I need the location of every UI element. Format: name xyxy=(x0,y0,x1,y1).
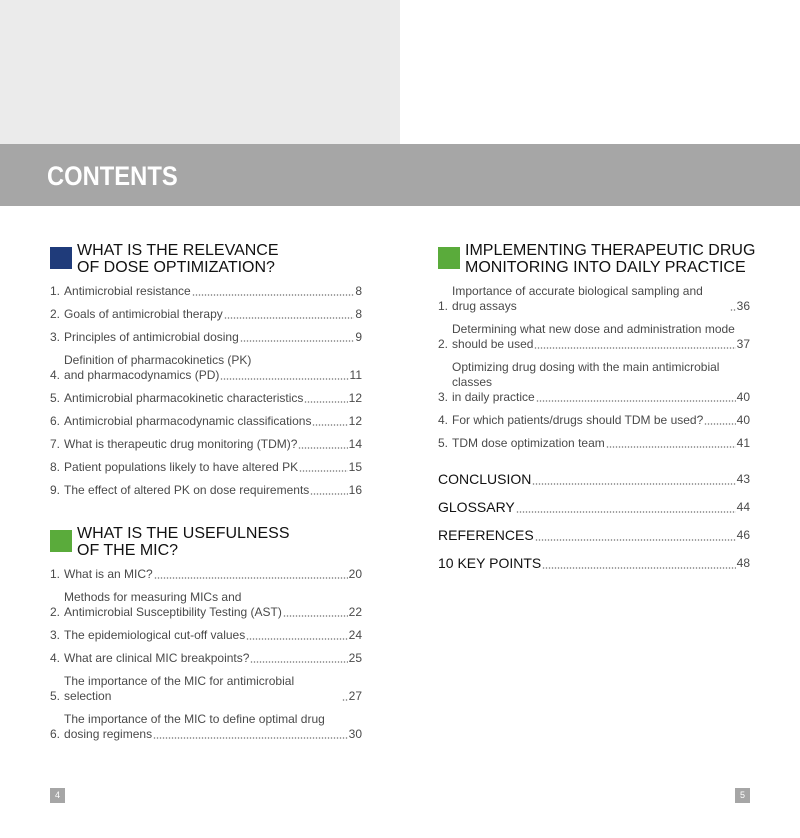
toc-entry-number: 8. xyxy=(50,460,61,474)
toc-entry-text: Patient populations likely to have altered PK xyxy=(64,460,299,474)
toc-entry[interactable] xyxy=(50,567,362,582)
dot-leader xyxy=(542,567,735,569)
toc-entry-page: 27 xyxy=(348,689,362,703)
toc-extra-page: 43 xyxy=(736,472,750,486)
toc-entry-page: 14 xyxy=(348,437,362,451)
toc-entry-number: 6. xyxy=(50,727,61,741)
toc-entry-number: 3. xyxy=(50,628,61,642)
toc-entry-text: Determining what new dose and administration mode xyxy=(452,322,735,336)
toc-entry-number: 7. xyxy=(50,437,61,451)
toc-entry-page: 36 xyxy=(736,299,750,313)
toc-list xyxy=(50,567,362,742)
toc-entry-page: 41 xyxy=(736,436,750,450)
toc-entry-page: 22 xyxy=(348,605,362,619)
page-title: CONTENTS xyxy=(47,161,178,191)
dot-leader xyxy=(534,347,735,349)
toc-entry[interactable] xyxy=(50,307,362,322)
toc-entry-text: Antimicrobial pharmacokinetic characteristics xyxy=(64,391,304,405)
section-header xyxy=(50,525,362,561)
toc-extra-entry[interactable] xyxy=(438,555,750,572)
toc-extra-entry[interactable] xyxy=(438,471,750,488)
toc-extra-text: GLOSSARY xyxy=(438,499,515,515)
toc-entry[interactable] xyxy=(50,651,362,666)
section-header xyxy=(50,242,362,278)
toc-entry[interactable] xyxy=(50,437,362,452)
toc-entry-text: Importance of accurate biological sampling and drug assays xyxy=(452,284,703,313)
toc-entry[interactable] xyxy=(50,460,362,475)
toc-entry-page: 37 xyxy=(736,337,750,351)
toc-extra-page: 44 xyxy=(736,500,750,514)
toc-entry-page: 40 xyxy=(736,413,750,427)
toc-entry-number: 4. xyxy=(50,651,61,665)
toc-entry-text: The importance of the MIC to define optimal drug xyxy=(64,712,325,726)
toc-entry[interactable] xyxy=(438,413,750,428)
green-square-icon xyxy=(438,247,460,269)
toc-extra-text: REFERENCES xyxy=(438,527,534,543)
toc-entry-page: 11 xyxy=(349,368,362,382)
toc-entry-number: 4. xyxy=(50,368,61,382)
toc-entry-number: 2. xyxy=(50,307,61,321)
toc-entry-page: 25 xyxy=(348,651,362,665)
toc-entry-page: 24 xyxy=(348,628,362,642)
dot-leader xyxy=(516,511,736,513)
toc-extra-page: 46 xyxy=(736,528,750,542)
dot-leader xyxy=(283,615,348,617)
toc-entry-text: What is therapeutic drug monitoring (TDM)? xyxy=(64,437,298,451)
toc-extra-entry[interactable] xyxy=(438,527,750,544)
section-implementing-tdm xyxy=(438,242,756,583)
dot-leader xyxy=(535,539,736,541)
section-title: WHAT IS THE USEFULNESS OF THE MIC? xyxy=(77,525,290,559)
toc-entry-text: What are clinical MIC breakpoints? xyxy=(64,651,250,665)
section-title: IMPLEMENTING THERAPEUTIC DRUG MONITORING INTO DAILY PRACTICE xyxy=(465,242,756,276)
page-number-right: 5 xyxy=(735,788,750,803)
toc-entry-text: Antimicrobial pharmacodynamic classifications xyxy=(64,414,312,428)
toc-list xyxy=(50,284,362,498)
section-dose-optimization xyxy=(50,242,362,506)
toc-entry-number: 1. xyxy=(50,284,61,298)
toc-entry-text: Goals of antimicrobial therapy xyxy=(64,307,223,321)
dot-leader xyxy=(342,699,348,701)
dot-leader xyxy=(310,493,347,495)
toc-list xyxy=(438,284,750,451)
toc-entry-page: 16 xyxy=(348,483,362,497)
dot-leader xyxy=(220,378,348,380)
toc-entry[interactable] xyxy=(50,628,362,643)
toc-entry-text: For which patients/drugs should TDM be used? xyxy=(452,413,704,427)
toc-entry[interactable] xyxy=(50,330,362,345)
toc-entry-text: What is an MIC? xyxy=(64,567,153,581)
toc-entry-page: 15 xyxy=(348,460,362,474)
toc-entry[interactable] xyxy=(50,674,362,704)
toc-entry-page: 12 xyxy=(348,414,362,428)
blue-square-icon xyxy=(50,247,72,269)
extras-list xyxy=(438,471,750,572)
dot-leader xyxy=(250,661,347,663)
top-left-gray-block xyxy=(0,0,400,144)
toc-entry-text: dosing regimens xyxy=(64,727,153,741)
toc-entry[interactable] xyxy=(438,436,750,451)
dot-leader xyxy=(304,401,347,403)
toc-entry[interactable] xyxy=(50,414,362,429)
toc-entry-number: 5. xyxy=(50,391,61,405)
dot-leader xyxy=(730,309,736,311)
toc-entry-page: 9 xyxy=(355,330,362,344)
section-usefulness-mic xyxy=(50,525,362,750)
dot-leader xyxy=(246,638,347,640)
toc-entry[interactable] xyxy=(438,284,750,314)
toc-entry-page: 20 xyxy=(348,567,362,581)
dot-leader xyxy=(224,317,355,319)
dot-leader xyxy=(606,446,736,448)
toc-entry-page: 8 xyxy=(355,284,362,298)
toc-extra-text: 10 KEY POINTS xyxy=(438,555,542,571)
toc-extra-text: CONCLUSION xyxy=(438,471,532,487)
toc-entry-number: 1. xyxy=(438,299,449,313)
toc-entry-text: Principles of antimicrobial dosing xyxy=(64,330,239,344)
dot-leader xyxy=(154,577,348,579)
toc-extra-page: 48 xyxy=(736,556,750,570)
toc-entry-text: in daily practice xyxy=(452,390,535,404)
toc-entry-text: Definition of pharmacokinetics (PK) xyxy=(64,353,252,367)
toc-entry-number: 9. xyxy=(50,483,61,497)
toc-entry-text: Antimicrobial Susceptibility Testing (AST) xyxy=(64,605,282,619)
dot-leader xyxy=(153,737,348,739)
dot-leader xyxy=(240,340,355,342)
toc-entry-number: 2. xyxy=(438,337,449,351)
toc-entry-page: 12 xyxy=(348,391,362,405)
toc-entry[interactable] xyxy=(50,483,362,498)
dot-leader xyxy=(536,400,736,402)
toc-entry[interactable] xyxy=(50,284,362,299)
toc-entry[interactable] xyxy=(50,590,362,620)
toc-entry-number: 3. xyxy=(438,390,449,404)
dot-leader xyxy=(299,470,347,472)
dot-leader xyxy=(532,483,735,485)
toc-entry-number: 4. xyxy=(438,413,449,427)
toc-entry-text: Methods for measuring MICs and xyxy=(64,590,242,604)
dot-leader xyxy=(312,424,347,426)
toc-entry[interactable] xyxy=(438,360,750,405)
toc-entry-text: Antimicrobial resistance xyxy=(64,284,191,298)
toc-extra-entry[interactable] xyxy=(438,499,750,516)
toc-entry[interactable] xyxy=(438,322,750,352)
toc-entry-page: 30 xyxy=(348,727,362,741)
page-number-left: 4 xyxy=(50,788,65,803)
toc-entry-number: 1. xyxy=(50,567,61,581)
toc-entry-text: Optimizing drug dosing with the main antimicrobial classes xyxy=(452,360,720,389)
dot-leader xyxy=(298,447,347,449)
toc-entry-text: should be used xyxy=(452,337,534,351)
toc-entry[interactable] xyxy=(50,391,362,406)
toc-entry-text: The effect of altered PK on dose requirements xyxy=(64,483,310,497)
toc-entry-text: The importance of the MIC for antimicrobial selection xyxy=(64,674,295,703)
toc-entry-number: 2. xyxy=(50,605,61,619)
dot-leader xyxy=(192,294,355,296)
toc-entry-number: 3. xyxy=(50,330,61,344)
toc-entry[interactable] xyxy=(50,353,362,383)
toc-entry-text: and pharmacodynamics (PD) xyxy=(64,368,220,382)
toc-entry-text: The epidemiological cut-off values xyxy=(64,628,246,642)
section-title: WHAT IS THE RELEVANCE OF DOSE OPTIMIZATION? xyxy=(77,242,279,276)
toc-entry[interactable] xyxy=(50,712,362,742)
toc-entry-page: 8 xyxy=(355,307,362,321)
toc-entry-number: 5. xyxy=(50,689,61,703)
toc-entry-page: 40 xyxy=(736,390,750,404)
toc-entry-number: 6. xyxy=(50,414,61,428)
green-square-icon xyxy=(50,530,72,552)
section-header xyxy=(438,242,756,278)
toc-entry-text: TDM dose optimization team xyxy=(452,436,605,450)
dot-leader xyxy=(704,423,735,425)
toc-entry-number: 5. xyxy=(438,436,449,450)
